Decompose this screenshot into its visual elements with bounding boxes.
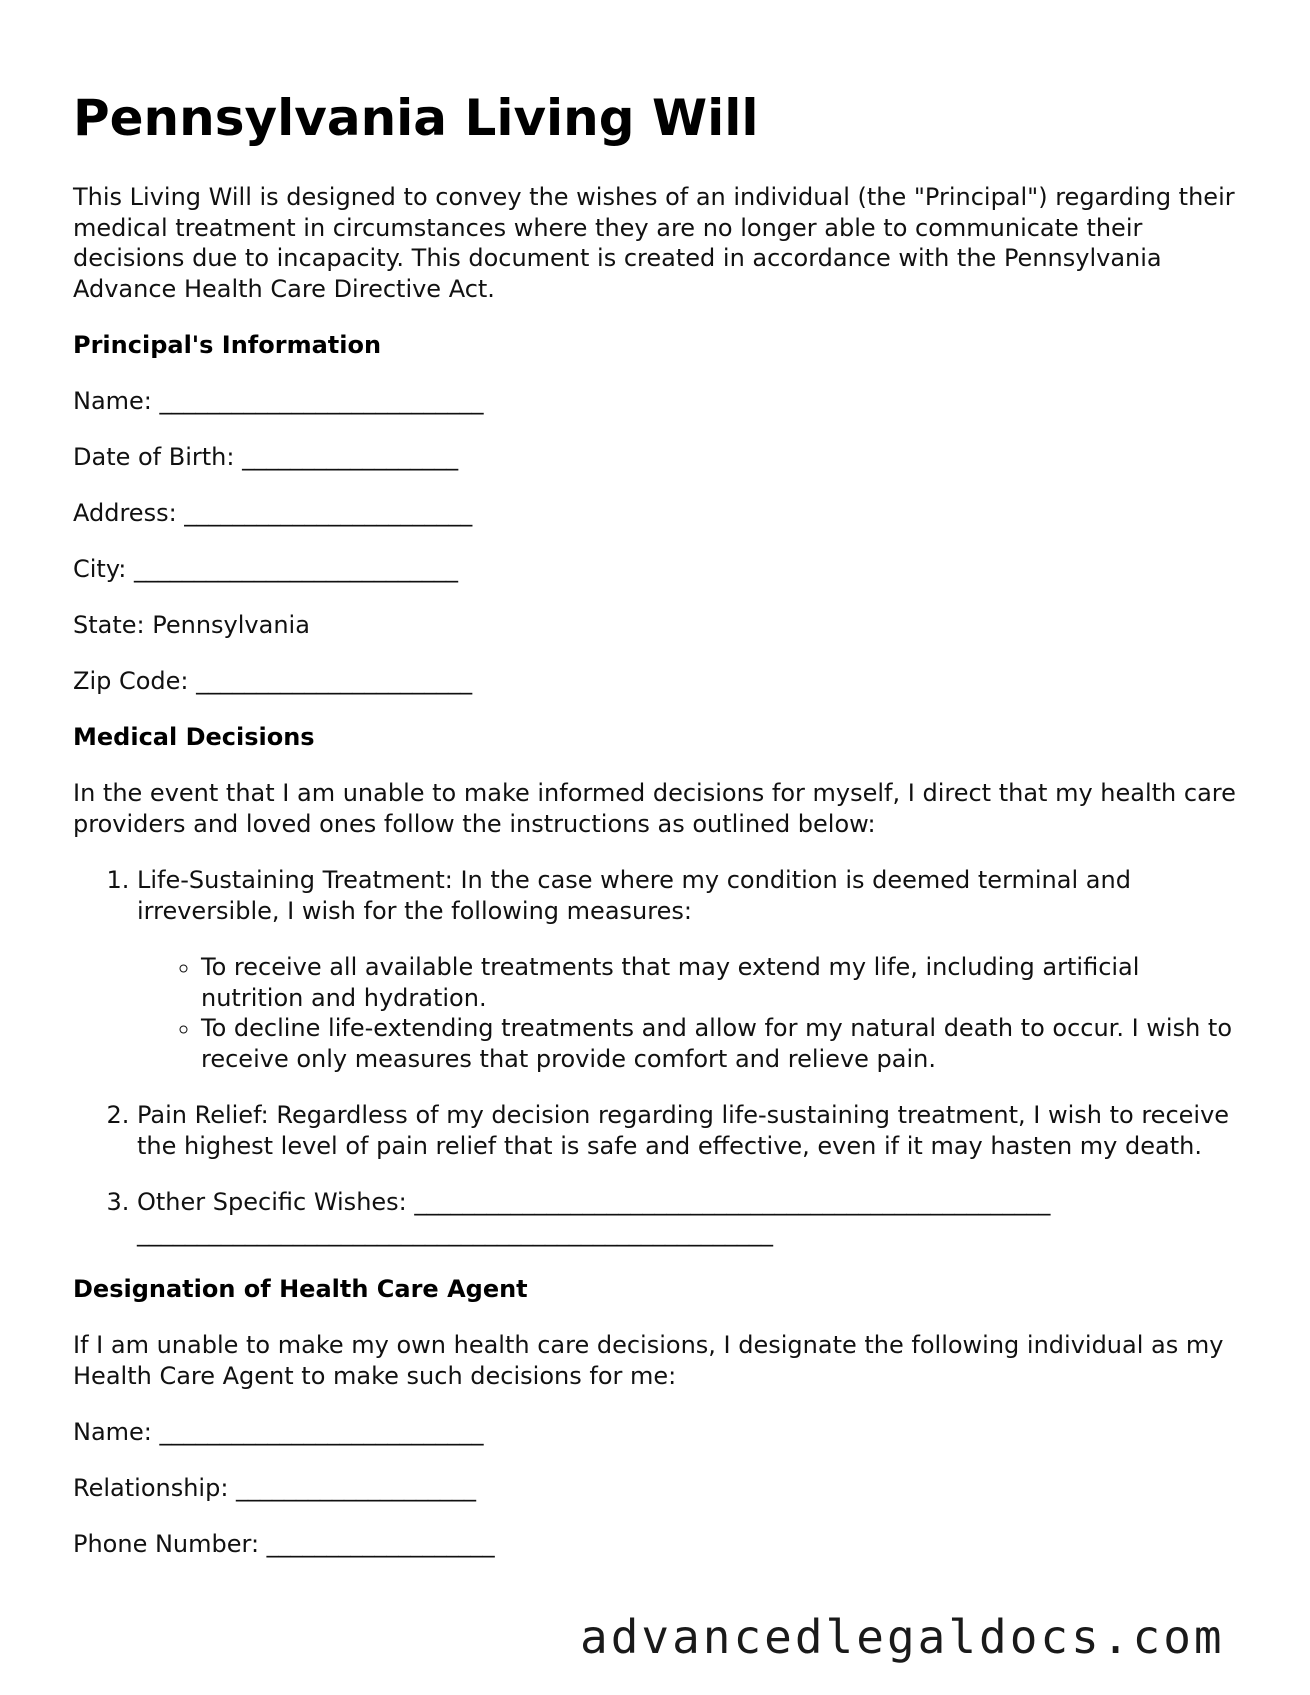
list-item — [137, 1100, 1243, 1161]
principal-heading: Principal's Information — [73, 331, 382, 359]
watermark-text: advancedlegaldocs.com — [580, 1610, 1225, 1664]
principal-city-field: City: ___________________________ — [73, 555, 459, 583]
life-sustaining-text: Life-Sustaining Treatment: In the case where my condition is deemed terminal and irreversible, I wish for the following measures: — [137, 866, 1131, 925]
medical-list — [73, 865, 1243, 1248]
list-item: ◦ To decline life-extending treatments and allow for my natural death to occur. I wish to receive only measures that provide comfort and relieve pain. — [201, 1013, 1243, 1074]
intro-paragraph: This Living Will is designed to convey the wishes of an individual (the "Principal") regarding their medical treatment in circumstances where they are no longer able to communicate their decisions due to incapacity. This document is created in accordance with the Pennsylvania Advance Health Care Directive Act. — [73, 183, 1235, 303]
agent-name-field: Name: ___________________________ — [73, 1418, 484, 1446]
document-title: Pennsylvania Living Will — [73, 89, 759, 147]
principal-zip-field: Zip Code: _______________________ — [73, 667, 473, 695]
medical-heading: Medical Decisions — [73, 723, 315, 751]
medical-intro: In the event that I am unable to make informed decisions for myself, I direct that my health care providers and loved ones follow the instructions as outlined below: — [73, 779, 1236, 838]
list-item: ◦ To receive all available treatments that may extend my life, including artificial nutrition and hydration. — [201, 952, 1243, 1013]
principal-address-field: Address: ________________________ — [73, 499, 473, 527]
principal-state-field: State: Pennsylvania — [73, 611, 310, 639]
other-wishes-line: _____________________________________________________ — [137, 1218, 773, 1247]
pain-relief-text: Pain Relief: Regardless of my decision regarding life-sustaining treatment, I wish to receive the highest level of pain relief that is safe and effective, even if it may hasten my death. — [137, 1101, 1230, 1160]
other-wishes-text: Other Specific Wishes: _____________________________________________________ — [137, 1188, 1051, 1216]
document-page — [73, 88, 1243, 1585]
life-sustaining-options — [137, 952, 1243, 1074]
agent-heading: Designation of Health Care Agent — [73, 1275, 528, 1303]
principal-name-field: Name: ___________________________ — [73, 387, 484, 415]
agent-intro: If I am unable to make my own health care decisions, I designate the following individual as my Health Care Agent to make such decisions for me: — [73, 1331, 1224, 1390]
agent-phone-field: Phone Number: ___________________ — [73, 1530, 495, 1558]
agent-relationship-field: Relationship: ____________________ — [73, 1474, 477, 1502]
list-item — [137, 865, 1243, 1074]
list-item — [137, 1187, 1243, 1248]
principal-dob-field: Date of Birth: __________________ — [73, 443, 459, 471]
